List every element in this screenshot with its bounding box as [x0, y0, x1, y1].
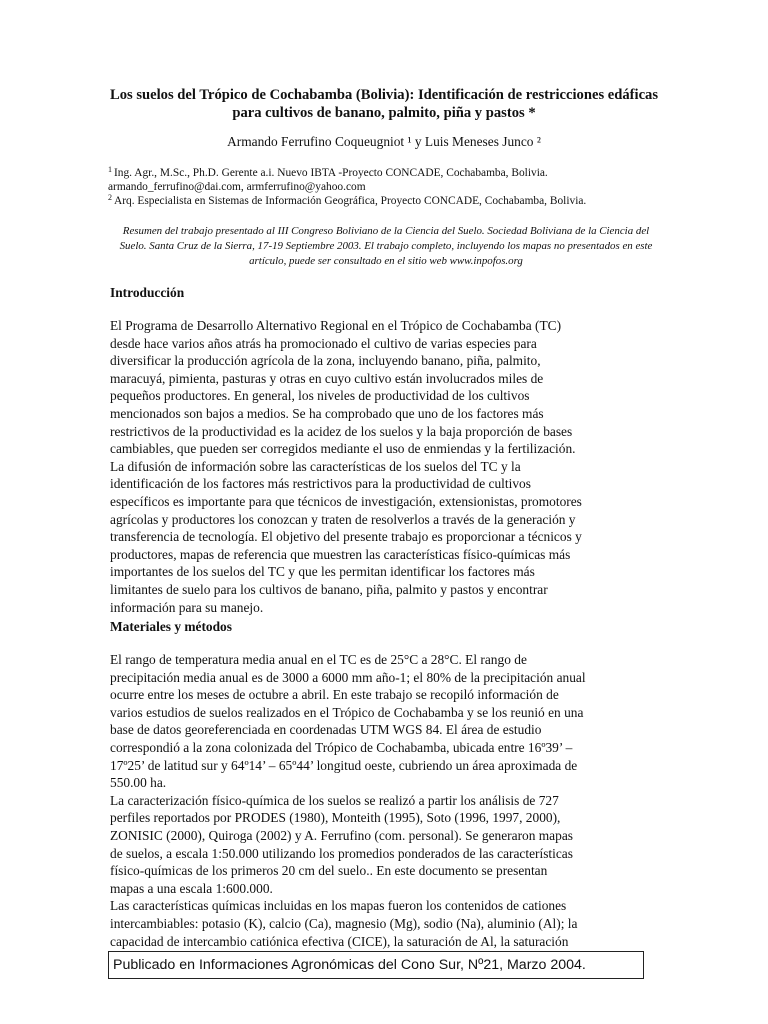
affiliation-2 [108, 191, 668, 208]
affiliation-1-marker: 1 [108, 165, 112, 174]
section-heading-materiales: Materiales y métodos [110, 619, 232, 634]
introduction-paragraph: El Programa de Desarrollo Alternativo Regional en el Trópico de Cochabamba (TC) desde hace varios años atrás ha promocionado el cultivo de varias especies para diversificar la producción agrícola de la zona, incluyendo banano, piña, palmito, maracuyá, pimienta, pasturas y otras en cuyo cultivo están involucrados miles de pequeños productores. En general, los niveles de productividad de los cultivos mencionados son bajos a medios. Se ha comprobado que uno de los factores más restrictivos de la productividad es la acidez de los suelos y la baja proporción de bases cambiables, que pueden ser corregidos mediante el uso de enmiendas y la fertilización. La difusión de información sobre las características de los suelos del TC y la identificación de los factores más restrictivos para la productividad de cultivos específicos es importante para que técnicos de investigación, extensionistas, promotores agrícolas y productores los conozcan y traten de resolverlos a través de la generación y transferencia de tecnología. El objetivo del presente trabajo es proporcionar a técnicos y productores, mapas de referencia que muestren las características físico-químicas más importantes de los suelos del TC y que les permitan identificar los factores más limitantes de suelo para los cultivos de banano, piña, palmito y pastos y encontrar información para su manejo. [110, 318, 582, 615]
affiliation-1 [108, 163, 668, 194]
presentation-note: Resumen del trabajo presentado al III Congreso Boliviano de la Ciencia del Suelo. Sociedad Boliviana de la Ciencia del Suelo. Santa Cruz de la Sierra, 17-19 Septiembre 2003. El trabajo completo, incluyendo los mapas no presentados en este artículo, puede ser consultado en el sitio web www.inpofos.org [119, 225, 653, 267]
affiliation-2-text: Arq. Especialista en Sistemas de Información Geográfica, Proyecto CONCADE, Cochabamba, Bolivia. [114, 195, 587, 207]
author-line: Armando Ferrufino Coqueugniot ¹ y Luis Meneses Junco ² [227, 134, 541, 149]
methods-paragraph: El rango de temperatura media anual en el TC es de 25°C a 28°C. El rango de precipitación media anual es de 3000 a 6000 mm año-1; el 80% de la precipitación anual ocurre entre los meses de octubre a abril. En este trabajo se recopiló información de varios estudios de suelos realizados en el Trópico de Cochabamba y se los reunió en una base de datos georeferenciada en coordenadas UTM WGS 84. El área de estudio correspondió a la zona colonizada del Trópico de Cochabamba, ubicada entre 16º39’ – 17º25’ de latitud sur y 64º14’ – 65º44’ longitud oeste, cubriendo un área aproximada de 550.00 ha. La caracterización físico-química de los suelos se realizó a partir los análisis de 727 perfiles reportados por PRODES (1980), Monteith (1995), Soto (1996, 1997, 2000), ZONISIC (2000), Quiroga (2002) y A. Ferrufino (com. personal). Se generaron mapas de suelos, a escala 1:50.000 utilizando los promedios ponderados de las características físico-químicas de los primeros 20 cm del suelo.. En este documento se presentan mapas a una escala 1:600.000. Las características químicas incluidas en los mapas fueron los contenidos de cationes intercambiables: potasio (K), calcio (Ca), magnesio (Mg), sodio (Na), aluminio (Al); la capacidad de intercambio catiónica efectiva (CICE), la saturación de Al, la saturación [110, 652, 586, 949]
paper-title: Los suelos del Trópico de Cochabamba (Bolivia): Identificación de restricciones edáficas para cultivos de banano, palmito, piña y pastos * [109, 87, 659, 121]
affiliation-1-text: Ing. Agr., M.Sc., Ph.D. Gerente a.i. Nuevo IBTA -Proyecto CONCADE, Cochabamba, Bolivia. armando_ferrufino@dai.com, armferrufino@yahoo.com [108, 167, 548, 193]
section-heading-introduccion: Introducción [110, 285, 185, 300]
affiliation-2-marker: 2 [108, 193, 112, 202]
publication-footer-box [108, 951, 644, 979]
publication-footer-text: Publicado en Informaciones Agronómicas del Cono Sur, Nº21, Marzo 2004. [113, 957, 586, 973]
